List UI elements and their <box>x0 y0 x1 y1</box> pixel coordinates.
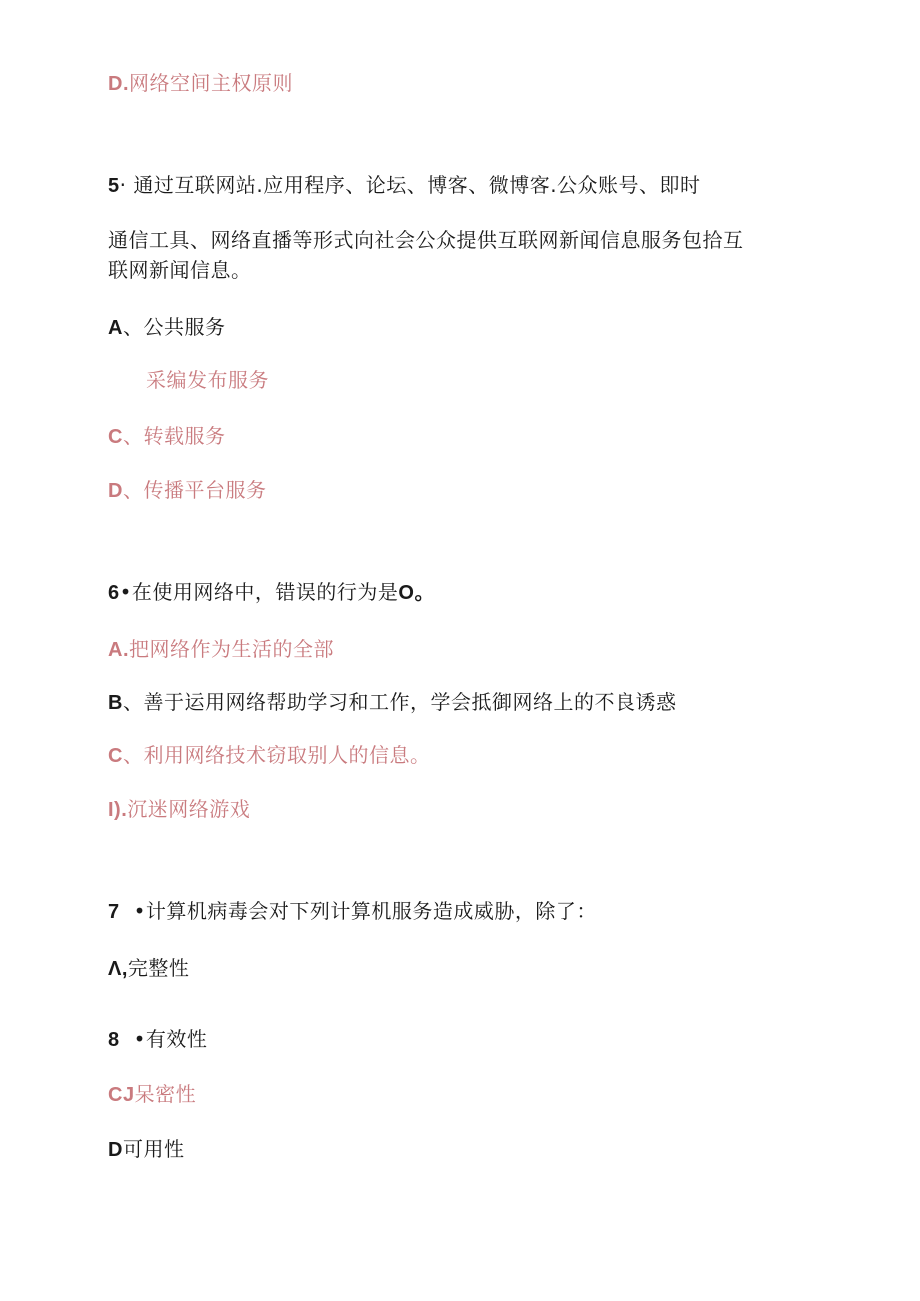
option-label: C <box>108 426 123 448</box>
option-text: 呆密性 <box>134 1082 197 1106</box>
option-line <box>108 314 225 341</box>
question-line <box>108 898 597 925</box>
question-text: •在使用网络中，错误的行为是 <box>119 580 399 604</box>
question-line <box>108 227 744 253</box>
option-label: D <box>108 480 123 502</box>
question-number: 5 <box>108 175 120 197</box>
question-text: •计算机病毒会对下列计算机服务造成威胁，除了： <box>133 899 597 923</box>
option-text: 、善于运用网络帮助学习和工作，学会抵御网络上的不良诱惑 <box>122 690 677 714</box>
option-text: 、公共服务 <box>122 315 226 339</box>
option-text: 沉迷网络游戏 <box>127 797 251 821</box>
question-line <box>108 257 252 283</box>
option-label: B <box>108 692 123 714</box>
question-suffix: O。 <box>398 582 435 604</box>
option-line <box>108 423 225 450</box>
question-line <box>108 172 701 199</box>
question-text: •有效性 <box>133 1027 208 1051</box>
option-text: 、传播平台服务 <box>122 478 267 502</box>
option-line <box>108 1136 184 1163</box>
option-line <box>146 367 269 393</box>
option-label: I). <box>108 799 128 821</box>
option-text: 、利用网络技术窃取别人的信息。 <box>122 743 431 767</box>
option-text: 采编发布服务 <box>146 368 269 392</box>
option-line <box>108 955 189 982</box>
option-text: 把网络作为生活的全部 <box>129 637 334 661</box>
question-text: 通信工具、网络直播等形式向社会公众提供互联网新闻信息服务包拾互 <box>108 228 744 252</box>
question-line <box>108 1026 207 1053</box>
option-line <box>108 636 334 663</box>
option-line <box>108 796 250 823</box>
option-text: 网络空间主权原则 <box>129 71 293 95</box>
question-number: 8 <box>108 1029 120 1051</box>
option-text: 完整性 <box>127 956 190 980</box>
option-label: CJ <box>108 1084 135 1106</box>
option-label: A <box>108 317 123 339</box>
question-text: · 通过互联网站.应用程序、论坛、博客、微博客.公众账号、即时 <box>119 173 701 197</box>
option-label: A. <box>108 639 129 661</box>
option-line <box>108 477 266 504</box>
option-line <box>108 689 676 716</box>
option-line <box>108 1081 196 1108</box>
question-text: 联网新闻信息。 <box>108 258 252 282</box>
question-line <box>108 579 435 606</box>
option-text: 、转载服务 <box>122 424 226 448</box>
option-line <box>108 70 293 97</box>
option-label: C <box>108 745 123 767</box>
option-line <box>108 742 430 769</box>
option-text: 可用性 <box>122 1137 185 1161</box>
option-label: D. <box>108 73 129 95</box>
question-number: 6 <box>108 582 120 604</box>
option-label: D <box>108 1139 123 1161</box>
option-label: Λ, <box>108 958 128 980</box>
question-number: 7 <box>108 901 120 923</box>
